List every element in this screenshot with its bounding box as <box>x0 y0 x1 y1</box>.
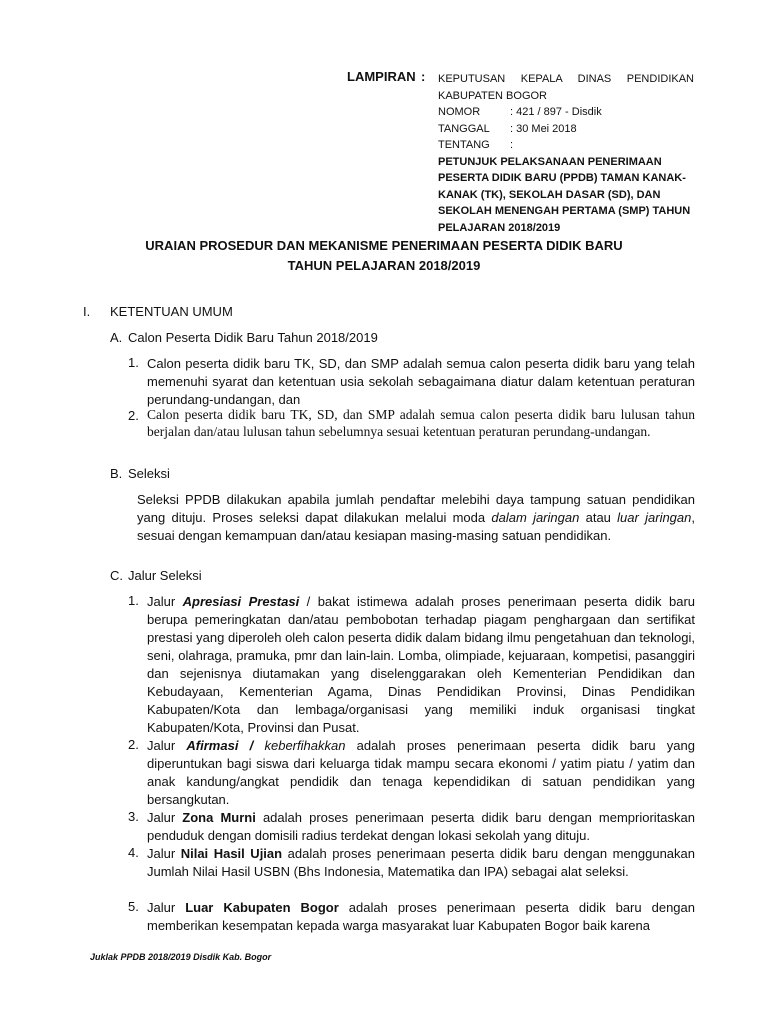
seleksi-text-b: atau <box>579 510 618 525</box>
lampiran-label: LAMPIRAN <box>347 69 416 84</box>
tentang-value: : <box>510 139 514 151</box>
afirmasi: Afirmasi / <box>186 738 254 753</box>
subsection-a-number: A. <box>110 330 123 345</box>
section-1-number: I. <box>83 304 91 319</box>
a-item-1-number: 1. <box>128 355 139 370</box>
tanggal-key: TANGGAL <box>438 122 490 135</box>
nomor-key: NOMOR <box>438 106 481 118</box>
subsection-b-number: B. <box>110 466 123 481</box>
apresiasi-prestasi: Apresiasi Prestasi <box>182 594 300 609</box>
nomor-row <box>438 104 694 121</box>
c-item-5-body: adalah proses penerimaan peserta didik baru dengan memberikan kesempatan kepada warga masyarakat luar Kabupaten Bogor baik karena <box>147 900 695 933</box>
nomor-value: : 421 / 897 - Disdik <box>510 106 602 118</box>
section-1-title: KETENTUAN UMUM <box>110 304 233 319</box>
lampiran-block <box>438 71 694 236</box>
lampiran-colon: : <box>421 69 426 84</box>
dalam-jaringan: dalam jaringan <box>491 510 580 525</box>
c-item-1-text <box>147 593 695 737</box>
c-item-2-body: adalah proses penerimaan peserta didik baru yang diperuntukan bagi siswa dari keluarga tidak mampu secara ekonomi / yatim piatu / yatim dan anak kandung/angkat pendidik dan tenaga kependidikan di satuan pendidikan yang bersangkutan. <box>147 738 695 807</box>
subsection-b-title: Seleksi <box>128 466 170 481</box>
subsection-c-number: C. <box>110 568 123 583</box>
keberfihakkan: keberfihakkan <box>253 738 346 753</box>
c-item-3-body: adalah proses penerimaan peserta didik baru dengan memprioritaskan penduduk dengan domisili radius terdekat dengan lokasi sekolah yang dituju. <box>147 810 695 843</box>
c-item-3-number: 3. <box>128 809 139 824</box>
tentang-line-1: PETUNJUK PELAKSANAAN PENERIMAAN <box>438 155 662 168</box>
tentang-line-5: PELAJARAN 2018/2019 <box>438 221 561 234</box>
c-item-5-text <box>147 899 695 935</box>
c-item-4-text <box>147 845 695 881</box>
tentang-row <box>438 137 694 154</box>
c-item-4-pre: Jalur <box>147 846 181 861</box>
luar-kabupaten-bogor: Luar Kabupaten Bogor <box>185 900 339 915</box>
tanggal-value: : 30 Mei 2018 <box>510 122 577 135</box>
c-item-2-number: 2. <box>128 737 139 752</box>
nilai-hasil-ujian: Nilai Hasil Ujian <box>180 846 283 861</box>
document-title-line-1: URAIAN PROSEDUR DAN MEKANISME PENERIMAAN PESERTA DIDIK BARU <box>145 238 623 253</box>
seleksi-paragraph <box>137 491 695 545</box>
document-title-line-2: TAHUN PELAJARAN 2018/2019 <box>287 258 481 273</box>
c-item-1-pre: Jalur <box>147 594 183 609</box>
a-item-2-number: 2. <box>128 408 139 423</box>
tentang-line-2: PESERTA DIDIK BARU (PPDB) TAMAN KANAK- <box>438 172 686 184</box>
luar-jaringan: luar jaringan <box>617 510 692 525</box>
c-item-4-body: adalah proses penerimaan peserta didik baru dengan menggunakan Jumlah Nilai Hasil USBN (Bhs Indonesia, Matematika dan IPA) sebagai alat seleksi. <box>147 846 695 879</box>
c-item-5-pre: Jalur <box>147 900 186 915</box>
zona-murni: Zona Murni <box>182 810 256 825</box>
c-item-3-text <box>147 809 695 845</box>
c-item-3-pre: Jalur <box>147 810 183 825</box>
c-item-2-pre: Jalur <box>147 738 187 753</box>
tanggal-row <box>438 121 694 138</box>
lampiran-line-2: KABUPATEN BOGOR <box>438 89 548 102</box>
c-item-1-number: 1. <box>128 593 139 608</box>
subsection-a-title: Calon Peserta Didik Baru Tahun 2018/2019 <box>128 330 378 345</box>
page-footer: Juklak PPDB 2018/2019 Disdik Kab. Bogor <box>90 952 272 962</box>
c-item-4-number: 4. <box>128 845 139 860</box>
c-item-1-body: / bakat istimewa adalah proses penerimaan peserta didik baru berupa pemeringkatan dan/atau pembobotan terhadap piagam penghargaan dan sertifikat prestasi yang diperoleh oleh calon peserta didik dalam bidang ilmu pengetahuan dan teknologi, seni, olahraga, pramuka, pmr dan lain-lain. Lomba, olimpiade, kejuaraan, kompetisi, pasanggiri dan sejenisnya diutamakan yang diselenggarakan oleh Kementerian Pendidikan dan Kebudayaan, Kementerian Agama, Dinas Pendidikan Provinsi, Dinas Pendidikan Kabupaten/Kota dan lembaga/organisasi yang memiliki induk organisasi tingkat Kabupaten/Kota, Provinsi dan Pusat. <box>147 594 695 735</box>
lampiran-line-1: KEPUTUSAN KEPALA DINAS PENDIDIKAN <box>438 73 694 85</box>
c-item-5-number: 5. <box>128 899 139 914</box>
seleksi-text-c: , sesuai dengan kemampuan dan/atau kesiapan masing-masing satuan pendidikan. <box>137 510 695 543</box>
a-item-2-text: Calon peserta didik baru TK, SD, dan SMP adalah semua calon peserta didik baru lulusan tahun berjalan dan/atau lulusan tahun sebelumnya sesuai ketentuan peraturan perundang-undangan. <box>147 407 695 439</box>
a-item-1-text: Calon peserta didik baru TK, SD, dan SMP adalah semua calon peserta didik baru yang telah memenuhi syarat dan ketentuan usia sekolah sebagaimana diatur dalam ketentuan peraturan perundang-undangan, dan <box>147 356 695 407</box>
tentang-key: TENTANG <box>438 139 490 151</box>
c-item-2-text <box>147 737 695 809</box>
tentang-line-3: KANAK (TK), SEKOLAH DASAR (SD), DAN <box>438 188 661 201</box>
subsection-c-title: Jalur Seleksi <box>128 568 202 583</box>
seleksi-text-a: Seleksi PPDB dilakukan apabila jumlah pendaftar melebihi daya tampung satuan pendidikan yang dituju. Proses seleksi dapat dilakukan melalui moda <box>137 492 695 525</box>
tentang-line-4: SEKOLAH MENENGAH PERTAMA (SMP) TAHUN <box>438 205 691 217</box>
